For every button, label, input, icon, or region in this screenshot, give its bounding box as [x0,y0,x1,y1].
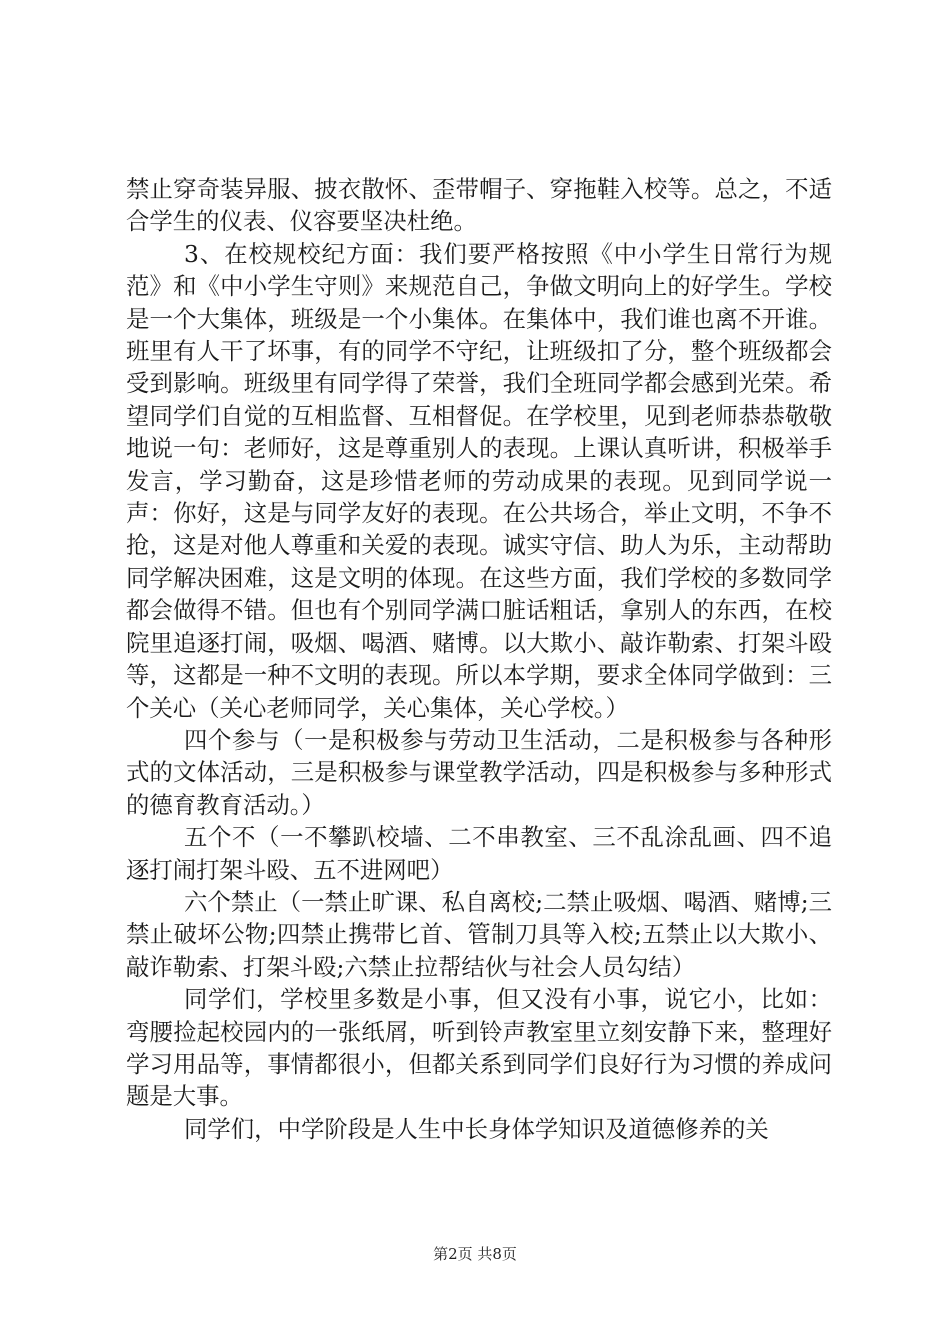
page-footer: 第2页 共8页 [433,1245,517,1263]
document-body [126,173,832,1145]
paragraph-4: 五个不（一不攀趴校墙、二不串教室、三不乱涂乱画、四不追逐打闹打架斗殴、五不进网吧） [126,823,832,884]
paragraph-2: 3、在校规校纪方面：我们要严格按照《中小学生日常行为规范》和《中小学生守则》来规范自己，争做文明向上的好学生。学校是一个大集体，班级是一个小集体。在集体中，我们谁也离不开谁。班里有人干了坏事，有的同学不守纪，让班级扣了分，整个班级都会受到影响。班级里有同学得了荣誉，我们全班同学都会感到光荣。希望同学们自觉的互相监督、互相督促。在学校里，见到老师恭恭敬敬地说一句：老师好，这是尊重别人的表现。上课认真听讲，积极举手发言，学习勤奋，这是珍惜老师的劳动成果的表现。见到同学说一声：你好，这是与同学友好的表现。在公共场合，举止文明，不争不抢，这是对他人尊重和关爱的表现。诚实守信、助人为乐，主动帮助同学解决困难，这是文明的体现。在这些方面，我们学校的多数同学都会做得不错。但也有个别同学满口脏话粗话，拿别人的东西，在校院里追逐打闹，吸烟、喝酒、赌博。以大欺小、敲诈勒索、打架斗殴等，这都是一种不文明的表现。所以本学期，要求全体同学做到：三个关心（关心老师同学，关心集体，关心学校。） [126,239,832,722]
paragraph-7: 同学们，中学阶段是人生中长身体学知识及道德修养的关 [184,1114,769,1143]
paragraph-5: 六个禁止（一禁止旷课、私自离校;二禁止吸烟、喝酒、赌博;三禁止破坏公物;四禁止携带匕首、管制刀具等入校;五禁止以大欺小、敲诈勒索、打架斗殴;六禁止拉帮结伙与社会人员勾结） [126,887,832,981]
paragraph-1: 禁止穿奇装异服、披衣散怀、歪带帽子、穿拖鞋入校等。总之，不适合学生的仪表、仪容要坚决杜绝。 [126,175,832,236]
paragraph-6: 同学们，学校里多数是小事，但又没有小事，说它小，比如：弯腰捡起校园内的一张纸屑，听到铃声教室里立刻安静下来，整理好学习用品等，事情都很小，但都关系到同学们良好行为习惯的养成问题是大事。 [126,985,832,1111]
paragraph-3: 四个参与（一是积极参与劳动卫生活动，二是积极参与各种形式的文体活动，三是积极参与课堂教学活动，四是积极参与多种形式的德育教育活动。） [126,725,832,819]
